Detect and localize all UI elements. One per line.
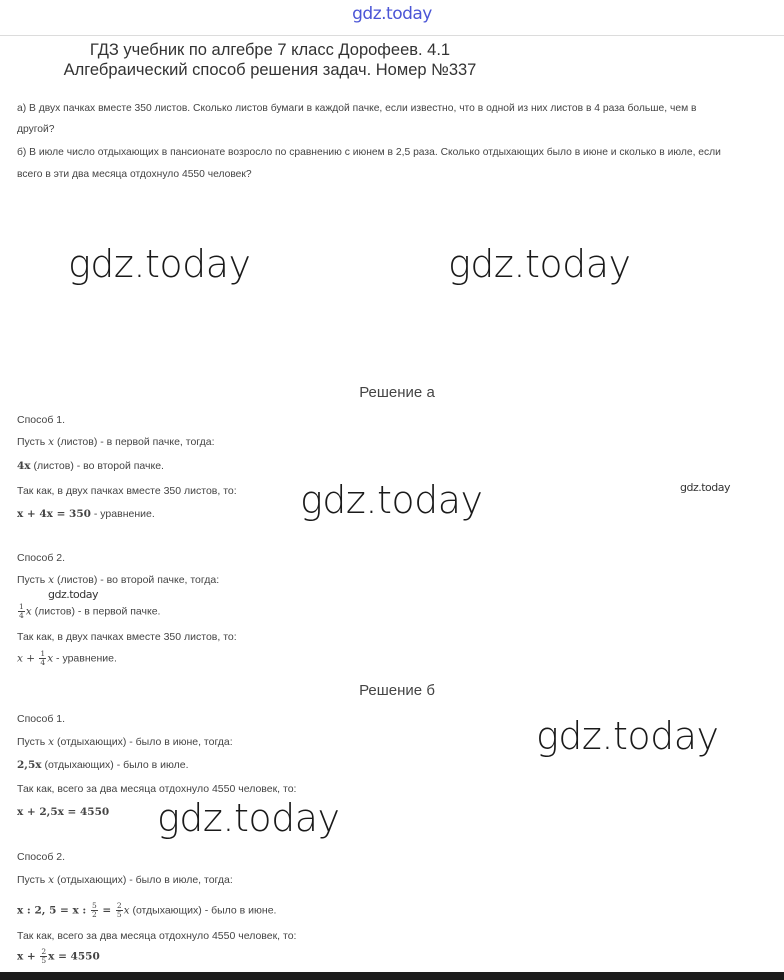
fraction: $\frac{1}{4}$ (19, 602, 24, 620)
solution-line: 2,5x (отдыхающих) - было в июле. (17, 759, 189, 771)
solution-line: 4x (листов) - во второй пачке. (17, 460, 164, 472)
method-label: Способ 2. (17, 552, 66, 564)
fraction: $\frac{2}{5}$ (41, 947, 47, 965)
solution-b-heading: Решение б (359, 682, 435, 699)
task-a-text-cont: другой? (17, 124, 55, 135)
solution-line: Пусть x (листов) - в первой пачке, тогда: (17, 436, 215, 448)
solution-line: Так как, всего за два месяца отдохнуло 4550 человек, то: (17, 783, 297, 795)
solution-a-heading: Решение а (359, 384, 435, 401)
watermark: gdz.today (68, 242, 251, 286)
bottom-bar (0, 972, 784, 980)
solution-line: Пусть x (листов) - во второй пачке, тогда: (17, 574, 220, 586)
solution-line: Пусть x (отдыхающих) - было в июле, тогда: (17, 874, 233, 886)
site-logo[interactable]: gdz.today (352, 4, 432, 24)
equation-line: x + $\frac{2}{5}$ x = 4550 (17, 947, 100, 965)
fraction: $\frac{5}{2}$ (91, 901, 97, 919)
page-title-line2: Алгебраический способ решения задач. Номер №337 (63, 61, 477, 79)
equation-line: x + 4x = 350 - уравнение. (17, 508, 155, 520)
watermark: gdz.today (448, 242, 631, 286)
task-b-text: б) В июле число отдыхающих в пансионате возросло по сравнению с июнем в 2,5 раза. Сколько отдыхающих было в июне и сколько в июле, если (17, 147, 721, 158)
solution-line: x : 2, 5 = x : $\frac{5}{2}$ = $\frac{2}{5}$ x (отдыхающих) - было в июне. (17, 901, 277, 919)
fraction: $\frac{2}{5}$ (116, 901, 122, 919)
fraction: $\frac{1}{4}$ (40, 649, 46, 667)
solution-line: Пусть x (отдыхающих) - было в июне, тогда: (17, 736, 233, 748)
method-label: Способ 1. (17, 713, 66, 725)
watermark: gdz.today (300, 478, 483, 522)
watermark: gdz.today (157, 796, 340, 840)
method-label: Способ 1. (17, 414, 66, 426)
solution-line: Так как, всего за два месяца отдохнуло 4550 человек, то: (17, 930, 297, 942)
solution-line: Так как, в двух пачках вместе 350 листов, то: (17, 631, 237, 643)
equation-line: x + 2,5x = 4550 (17, 806, 110, 818)
page-title-line1: ГДЗ учебник по алгебре 7 класс Дорофеев. 4.1 (89, 41, 451, 59)
task-a-text: а) В двух пачках вместе 350 листов. Сколько листов бумаги в каждой пачке, если известно, что в одной из них листов в 4 раза больше, чем в (17, 103, 697, 114)
task-b-text-cont: всего в эти два месяца отдохнуло 4550 человек? (17, 169, 252, 180)
solution-line: $\frac{1}{4}$ x (листов) - в первой пачке. (19, 602, 161, 620)
watermark-small: gdz.today (680, 481, 731, 494)
watermark-small: gdz.today (48, 588, 99, 601)
method-label: Способ 2. (17, 851, 66, 863)
equation-line: x + $\frac{1}{4}$ x - уравнение. (17, 649, 117, 667)
solution-line: Так как, в двух пачках вместе 350 листов, то: (17, 485, 237, 497)
watermark: gdz.today (536, 714, 719, 758)
header-divider (0, 35, 784, 36)
